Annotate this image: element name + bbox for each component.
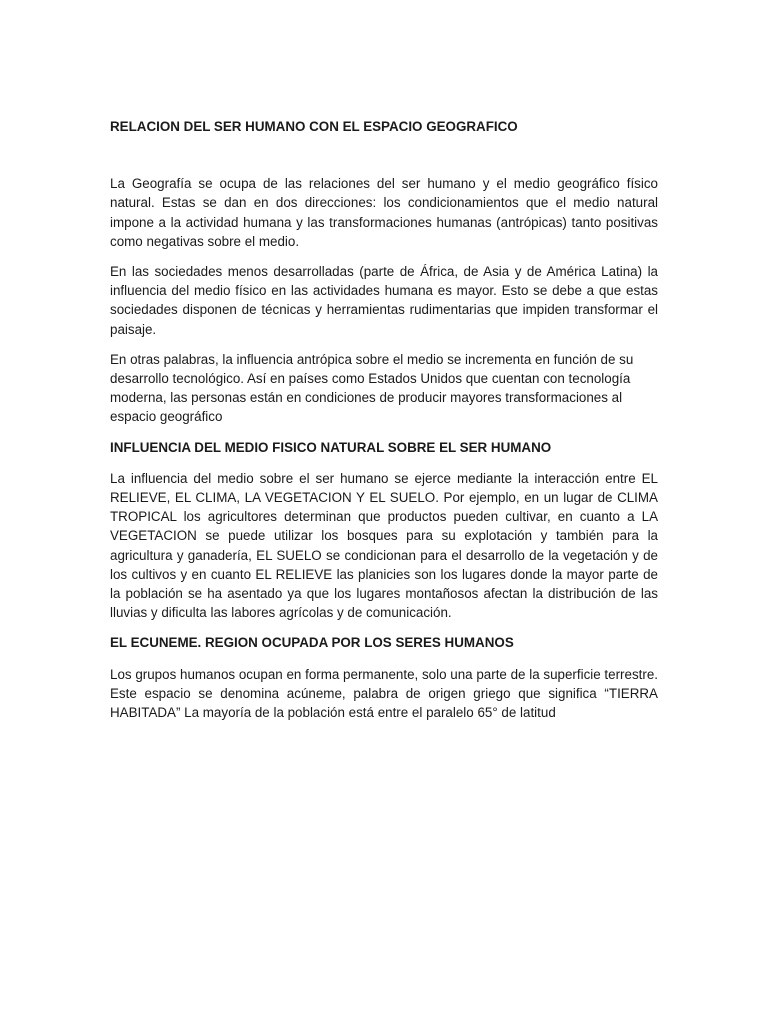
paragraph-influencia-medio: La influencia del medio sobre el ser humano se ejerce mediante la interacción entre EL RELIEVE, EL CLIMA, LA VEGETACION Y EL SUELO. Por ejemplo, en un lugar de CLIMA TROPICAL los agricultores determinan que productos pueden cultivar, en cuanto a LA VEGETACION se puede utilizar los bosques para su explotación y también para la agricultura y ganadería, EL SUELO se condicionan para el desarrollo de la vegetación y de los cultivos y en cuanto EL RELIEVE las planicies son los lugares donde la mayor parte de la población se ha asentado ya que los lugares montañosos afectan la distribución de las lluvias y dificulta las labores agrícolas y de comunicación. [110, 470, 658, 621]
paragraph-sociedades-menos-desarrolladas: En las sociedades menos desarrolladas (parte de África, de Asia y de América Latina) la influencia del medio físico en las actividades humana es mayor. Esto se debe a que estas sociedades disponen de técnicas y herramientas rudimentarias que impiden transformar el paisaje. [110, 264, 658, 337]
paragraph-ecuneme: Los grupos humanos ocupan en forma permanente, solo una parte de la superficie terrestre. Este espacio se denomina acúneme, palabra de origen griego que significa “TIERRA HABITADA” La mayoría de la población está entre el paralelo 65° de latitud [110, 666, 658, 721]
section-heading-influencia: INFLUENCIA DEL MEDIO FISICO NATURAL SOBRE EL SER HUMANO [110, 439, 552, 455]
section-heading-ecuneme: EL ECUNEME. REGION OCUPADA POR LOS SERES HUMANOS [110, 635, 514, 651]
document-body [110, 117, 658, 733]
paragraph-influencia-antropica: En otras palabras, la influencia antrópica sobre el medio se incrementa en función de su desarrollo tecnológico. Así en países como Estados Unidos que cuentan con tecnología moderna, las personas están en condiciones de producir mayores transformaciones al espacio geográfico [110, 351, 634, 425]
document-title: RELACION DEL SER HUMANO CON EL ESPACIO GEOGRAFICO [110, 119, 518, 134]
paragraph-geografia-intro: La Geografía se ocupa de las relaciones del ser humano y el medio geográfico físico natural. Estas se dan en dos direcciones: los condicionamientos que el medio natural impone a la actividad humana y las transformaciones humanas (antrópicas) tanto positivas como negativas sobre el medio. [110, 176, 658, 249]
